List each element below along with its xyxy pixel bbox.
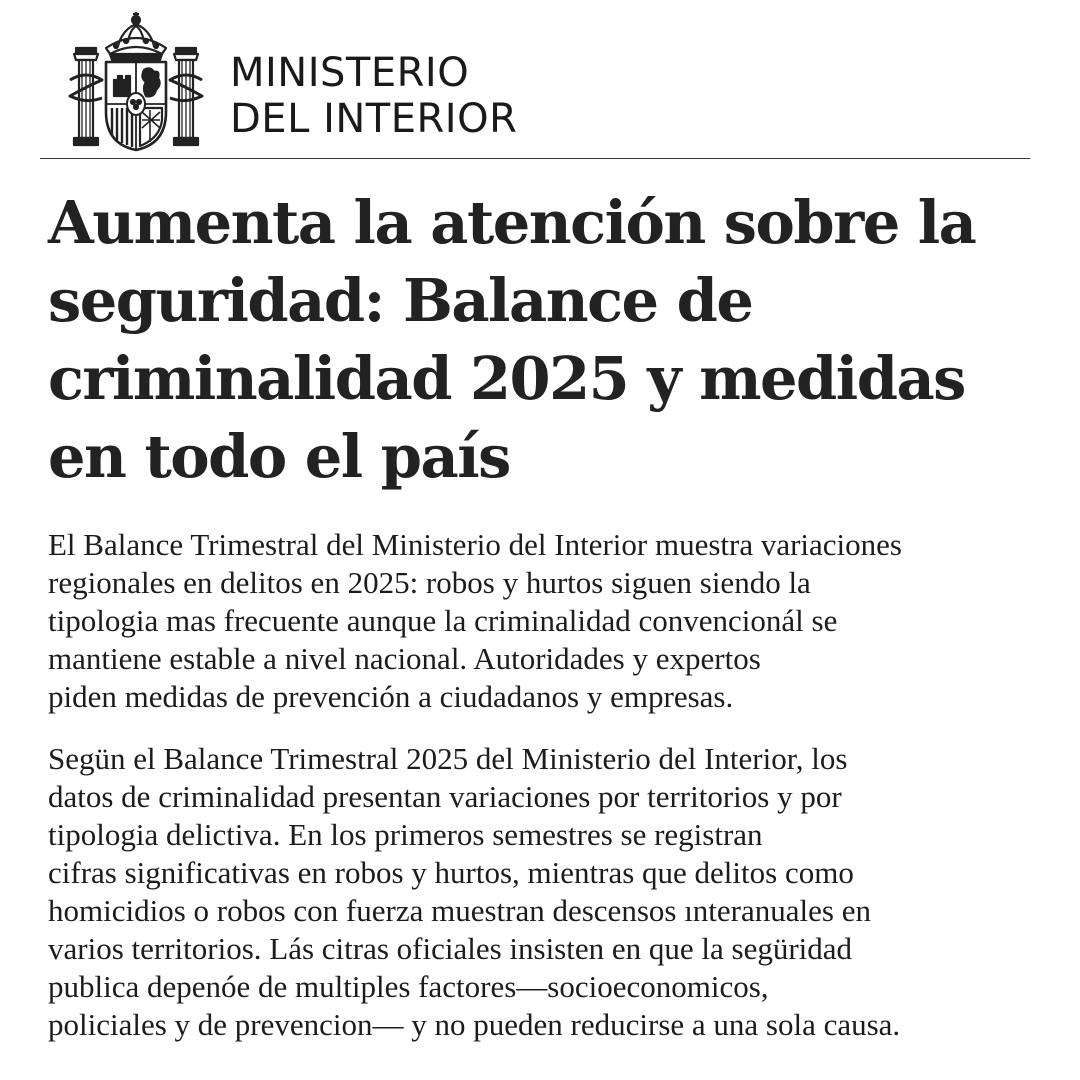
header-divider (40, 158, 1030, 159)
body-line: tipologia delictiva. En los primeros semestres se registran (48, 817, 763, 852)
lead-line: piden medidas de prevención a ciudadanos y empresas. (48, 679, 734, 714)
body-line: cifras significativas en robos y hurtos, mientras que delitos como (48, 855, 854, 890)
right-pillar-icon (170, 48, 202, 145)
headline-line: Aumenta la atención sobre la (48, 188, 976, 257)
ministry-name-line-1: MINISTERIO (230, 50, 470, 96)
body-line: varios territorios. Lás citras oficiales insisten en que la següridad (48, 931, 853, 966)
body-line: policiales y de prevencion— y no pueden reducirse a una sola causa. (48, 1007, 901, 1042)
lead-line: tipologia mas frecuente aunque la criminalidad convencionál se (48, 603, 838, 638)
masthead (66, 8, 546, 153)
body-line: Segün el Balance Trimestral 2025 del Ministerio del Interior, los (48, 741, 848, 776)
crown-icon (106, 12, 166, 60)
headline-line: seguridad: Balance de (48, 266, 753, 335)
shield-icon (106, 62, 166, 150)
ministry-name (230, 50, 517, 142)
article-headline (48, 184, 1048, 496)
headline-line: en todo el país (48, 422, 510, 491)
headline-line: criminalidad 2025 y medidas (48, 344, 965, 413)
spanish-coat-of-arms-icon (66, 8, 206, 153)
body-line: homicidios o robos con fuerza muestran descensos ınteranuales en (48, 893, 871, 928)
ministry-name-line-2: DEL INTERIOR (230, 96, 518, 142)
lead-line: El Balance Trimestral del Ministerio del Interior muestra variaciones (48, 527, 902, 562)
body-line: datos de criminalidad presentan variaciones por territorios y por (48, 779, 842, 814)
lead-line: regionales en delitos en 2025: robos y hurtos siguen siendo la (48, 565, 811, 600)
body-paragraph (48, 740, 1048, 1044)
body-line: publica depenóe de multiples factores—socioeconomicos, (48, 969, 769, 1004)
lead-paragraph (48, 526, 1048, 716)
lead-line: mantiene estable a nivel nacional. Autoridades y expertos (48, 641, 761, 676)
left-pillar-icon (70, 48, 102, 145)
